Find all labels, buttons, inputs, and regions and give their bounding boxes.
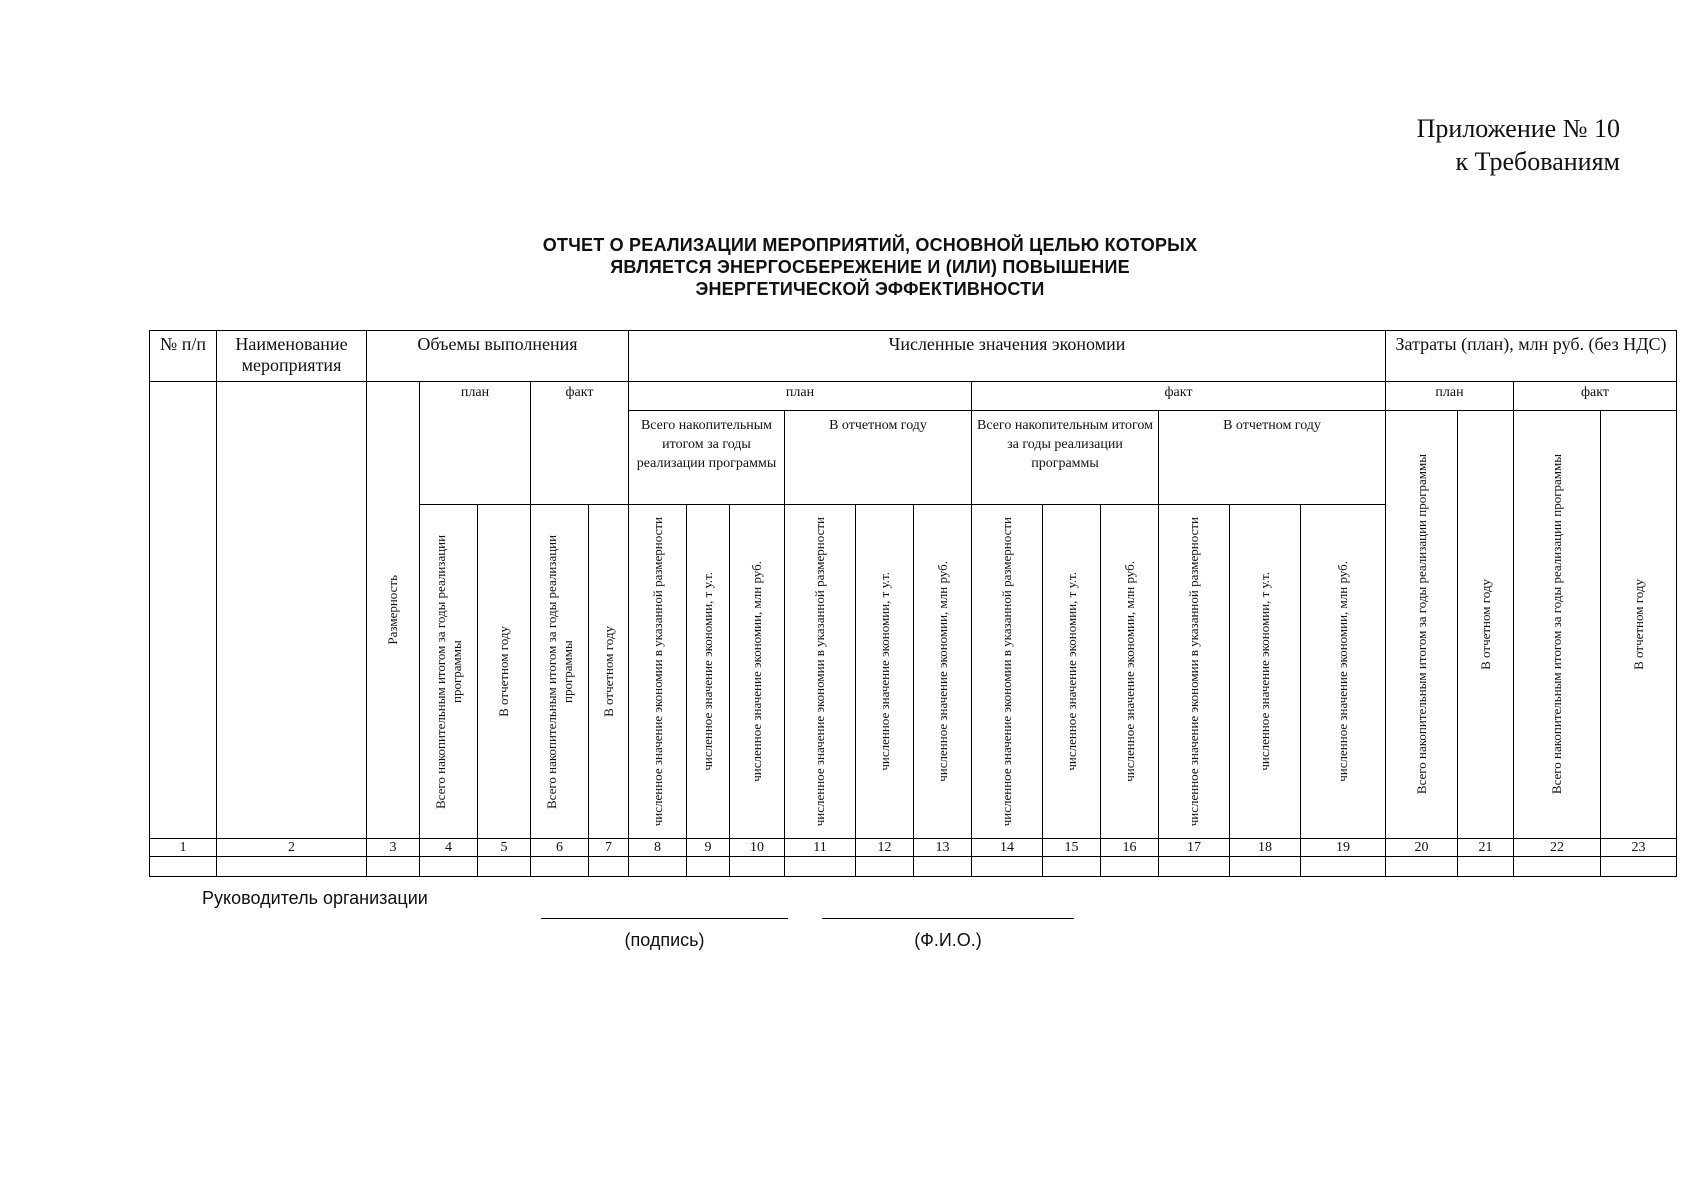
header-col-14: численное значение экономии в указанной размерности <box>971 504 1043 839</box>
header-col-20: Всего накопительным итогом за годы реализации программы <box>1385 410 1458 839</box>
empty-cell <box>1385 856 1458 877</box>
column-number-cell: 4 <box>419 838 478 857</box>
header-vol-plan-year: В отчетном году <box>477 504 531 839</box>
header-costs-plan: план <box>1385 381 1514 411</box>
column-number-cell: 22 <box>1513 838 1601 857</box>
header-savings-fact-cumulative: Всего накопительным итогом за годы реализации программы <box>971 410 1159 505</box>
header-col-18: численное значение экономии, т у.т. <box>1229 504 1301 839</box>
header-activity-name: Наименование мероприятия <box>216 330 367 382</box>
header-col-21: В отчетном году <box>1457 410 1514 839</box>
header-col-19: численное значение экономии, млн руб. <box>1300 504 1386 839</box>
report-title-line: ЯВЛЯЕТСЯ ЭНЕРГОСБЕРЕЖЕНИЕ И (ИЛИ) ПОВЫШЕНИЕ <box>610 257 1130 277</box>
header-col-16: численное значение экономии, млн руб. <box>1100 504 1159 839</box>
empty-cell <box>477 856 531 877</box>
empty-cell <box>1457 856 1514 877</box>
empty-cell <box>149 856 217 877</box>
header-col-8: численное значение экономии в указанной размерности <box>628 504 687 839</box>
column-number-cell: 18 <box>1229 838 1301 857</box>
appendix-label <box>1417 112 1620 178</box>
name-caption: (Ф.И.О.) <box>914 930 982 950</box>
header-col-17: численное значение экономии в указанной размерности <box>1158 504 1230 839</box>
empty-cell <box>1300 856 1386 877</box>
column-name-body <box>216 381 367 839</box>
empty-cell <box>913 856 972 877</box>
empty-cell <box>1100 856 1159 877</box>
empty-cell <box>1513 856 1601 877</box>
empty-cell <box>1158 856 1230 877</box>
empty-cell <box>588 856 629 877</box>
empty-cell <box>366 856 420 877</box>
column-number-cell: 10 <box>729 838 785 857</box>
header-volumes-plan: план <box>419 381 531 505</box>
head-of-organization-label: Руководитель организации <box>202 888 428 908</box>
header-col-9: численное значение экономии, т у.т. <box>686 504 730 839</box>
header-savings-plan-year: В отчетном году <box>784 410 972 505</box>
column-number-cell: 3 <box>366 838 420 857</box>
column-number-body <box>149 381 217 839</box>
column-number-cell: 17 <box>1158 838 1230 857</box>
column-number-cell: 9 <box>686 838 730 857</box>
report-table <box>149 330 1677 877</box>
header-savings-plan-cumulative: Всего накопительным итогом за годы реализации программы <box>628 410 785 505</box>
header-volumes-fact: факт <box>530 381 629 505</box>
column-number-cell: 11 <box>784 838 856 857</box>
header-savings-fact-year: В отчетном году <box>1158 410 1386 505</box>
column-number-cell: 8 <box>628 838 687 857</box>
header-dimension: Размерность <box>366 381 420 839</box>
column-number-cell: 19 <box>1300 838 1386 857</box>
column-number-cell: 5 <box>477 838 531 857</box>
column-number-cell: 20 <box>1385 838 1458 857</box>
report-title <box>370 234 1370 300</box>
report-title-line: ЭНЕРГЕТИЧЕСКОЙ ЭФФЕКТИВНОСТИ <box>695 279 1045 299</box>
header-col-13: численное значение экономии, млн руб. <box>913 504 972 839</box>
header-vol-plan-cumulative: Всего накопительным итогом за годы реализации программы <box>419 504 478 839</box>
header-savings-plan: план <box>628 381 972 411</box>
column-number-cell: 14 <box>971 838 1043 857</box>
header-savings-fact: факт <box>971 381 1386 411</box>
column-number-cell: 21 <box>1457 838 1514 857</box>
column-number-cell: 6 <box>530 838 589 857</box>
header-col-23: В отчетном году <box>1600 410 1677 839</box>
header-costs: Затраты (план), млн руб. (без НДС) <box>1385 330 1677 382</box>
report-title-line: ОТЧЕТ О РЕАЛИЗАЦИИ МЕРОПРИЯТИЙ, ОСНОВНОЙ ЦЕЛЬЮ КОТОРЫХ <box>542 235 1198 255</box>
signature-line <box>541 918 788 919</box>
header-number: № п/п <box>149 330 217 382</box>
header-volumes: Объемы выполнения <box>366 330 629 382</box>
column-number-cell: 12 <box>855 838 914 857</box>
column-number-cell: 1 <box>149 838 217 857</box>
header-col-12: численное значение экономии, т у.т. <box>855 504 914 839</box>
header-col-22: Всего накопительным итогом за годы реализации программы <box>1513 410 1601 839</box>
empty-cell <box>628 856 687 877</box>
header-costs-fact: факт <box>1513 381 1677 411</box>
signature-caption: (подпись) <box>624 930 705 950</box>
empty-cell <box>686 856 730 877</box>
header-savings: Численные значения экономии <box>628 330 1386 382</box>
name-line <box>822 918 1074 919</box>
empty-cell <box>1600 856 1677 877</box>
empty-cell <box>729 856 785 877</box>
empty-cell <box>971 856 1043 877</box>
header-vol-fact-year: В отчетном году <box>588 504 629 839</box>
column-number-cell: 13 <box>913 838 972 857</box>
column-number-cell: 7 <box>588 838 629 857</box>
empty-cell <box>1229 856 1301 877</box>
header-col-11: численное значение экономии в указанной размерности <box>784 504 856 839</box>
header-col-10: численное значение экономии, млн руб. <box>729 504 785 839</box>
column-number-cell: 16 <box>1100 838 1159 857</box>
empty-cell <box>530 856 589 877</box>
column-number-cell: 23 <box>1600 838 1677 857</box>
column-number-cell: 15 <box>1042 838 1101 857</box>
header-vol-fact-cumulative: Всего накопительным итогом за годы реализации программы <box>530 504 589 839</box>
empty-cell <box>1042 856 1101 877</box>
empty-cell <box>855 856 914 877</box>
appendix-number: Приложение № 10 <box>1416 114 1620 143</box>
empty-cell <box>216 856 367 877</box>
empty-cell <box>784 856 856 877</box>
appendix-reference: к Требованиям <box>1455 147 1620 176</box>
column-number-cell: 2 <box>216 838 367 857</box>
empty-cell <box>419 856 478 877</box>
header-col-15: численное значение экономии, т у.т. <box>1042 504 1101 839</box>
